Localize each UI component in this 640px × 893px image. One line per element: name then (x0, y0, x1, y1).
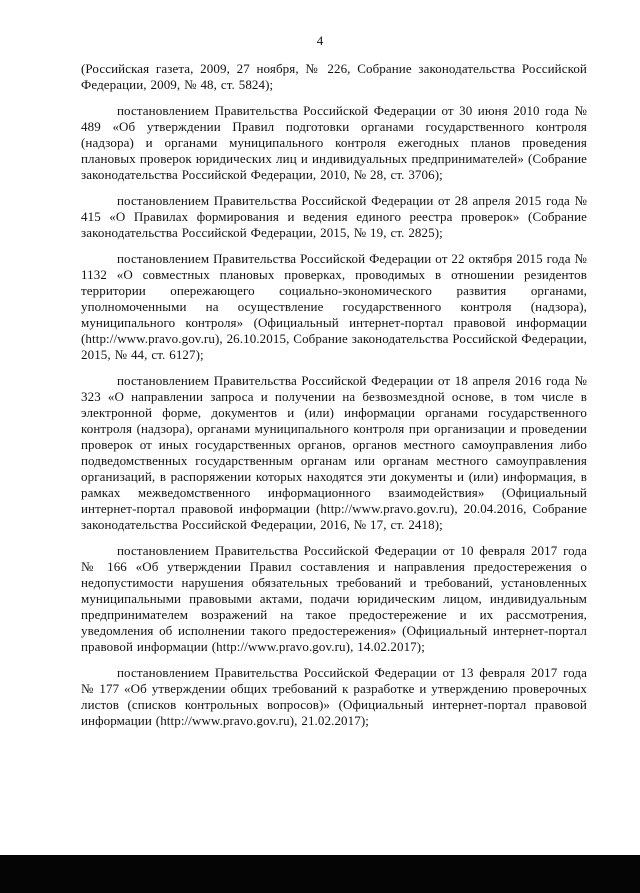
paragraph-continuation: (Российская газета, 2009, 27 ноября, № 226, Собрание законодательства Российской Федерации, 2009, № 48, ст. 5824); (81, 61, 587, 92)
page-number: 4 (316, 33, 324, 48)
paragraph-resolution-1132: постановлением Правительства Российской Федерации от 22 октября 2015 года № 1132 «О совместных плановых проверках, проводимых в отношении резидентов территории опережающего социально-экономического развития органами, уполномоченными на осуществление государственного контроля (надзора), муниципального контроля» (Официальный интернет-портал правовой информации (http://www.pravo.gov.ru), 26.10.2015, Собрание законодательства Российской Федерации, 2015, № 44, ст. 6127); (81, 251, 587, 362)
document-body (81, 61, 587, 739)
scan-border-bar (0, 855, 640, 893)
paragraph-resolution-323: постановлением Правительства Российской Федерации от 18 апреля 2016 года № 323 «О направлении запроса и получении на безвозмездной основе, в том числе в электронной форме, документов и (или) информации органами государственного контроля (надзора), органами муниципального контроля при организации и проведении проверок от иных государственных органов, органов местного самоуправления либо подведомственных государственным органам или органам местного самоуправления организаций, в распоряжении которых находятся эти документы и (или) информация, в рамках межведомственного информационного взаимодействия» (Официальный интернет-портал правовой информации (http://www.pravo.gov.ru), 20.04.2016, Собрание законодательства Российской Федерации, 2016, № 17, ст. 2418); (81, 373, 587, 532)
paragraph-resolution-177: постановлением Правительства Российской Федерации от 13 февраля 2017 года № 177 «Об утверждении общих требований к разработке и утверждению проверочных листов (списков контрольных вопросов)» (Официальный интернет-портал правовой информации (http://www.pravo.gov.ru), 21.02.2017); (81, 665, 587, 728)
paragraph-resolution-166: постановлением Правительства Российской Федерации от 10 февраля 2017 года № 166 «Об утверждении Правил составления и направления предостережения о недопустимости нарушения обязательных требований и требований, установленных муниципальными правовыми актами, подачи юридическим лицом, индивидуальным предпринимателем возражений на такое предостережение и их рассмотрения, уведомления об исполнении такого предостережения» (Официальный интернет-портал правовой информации (http://www.pravo.gov.ru), 14.02.2017); (81, 543, 587, 654)
paragraph-resolution-415: постановлением Правительства Российской Федерации от 28 апреля 2015 года № 415 «О Правилах формирования и ведения единого реестра проверок» (Собрание законодательства Российской Федерации, 2015, № 19, ст. 2825); (81, 193, 587, 240)
paragraph-resolution-489: постановлением Правительства Российской Федерации от 30 июня 2010 года № 489 «Об утверждении Правил подготовки органами государственного контроля (надзора) и органами муниципального контроля ежегодных планов проведения плановых проверок юридических лиц и индивидуальных предпринимателей» (Собрание законодательства Российской Федерации, 2010, № 28, ст. 3706); (81, 103, 587, 182)
